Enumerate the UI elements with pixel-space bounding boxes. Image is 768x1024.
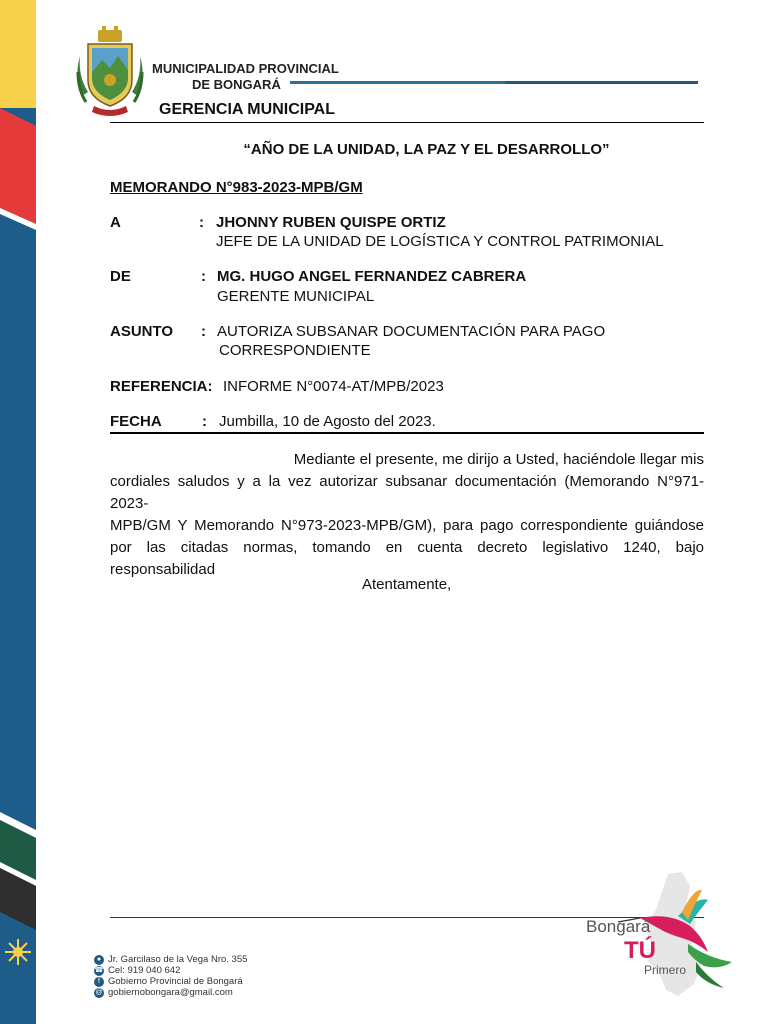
reference-label: REFERENCIA: <box>110 378 213 395</box>
from-colon: : <box>201 268 206 285</box>
footer-facebook: Gobierno Provincial de Bongará <box>108 976 243 987</box>
slogan-word1: Bongará <box>586 917 651 936</box>
body-line: cordiales saludos y a la vez autorizar subsanar documentación (Memorando N°971-2023- <box>110 473 704 512</box>
email-icon: @ <box>95 989 103 996</box>
location-icon: ● <box>94 955 104 965</box>
to-name: JHONNY RUBEN QUISPE ORTIZ <box>216 214 446 231</box>
subject-line2: CORRESPONDIENTE <box>219 342 371 359</box>
footer-phone: Cel: 919 040 642 <box>108 965 181 976</box>
reference-value: INFORME N°0074-AT/MPB/2023 <box>223 378 444 395</box>
date-label: FECHA <box>110 413 162 430</box>
institution-name-line2: DE BONGARÁ <box>192 77 281 92</box>
body-line: Mediante el presente, me dirijo a Usted, haciéndole llegar mis <box>293 451 704 468</box>
to-colon: : <box>199 214 204 231</box>
subject-colon: : <box>201 323 206 340</box>
year-motto: “AÑO DE LA UNIDAD, LA PAZ Y EL DESARROLLO” <box>243 141 610 158</box>
from-label: DE <box>110 268 131 285</box>
slogan-word2: TÚ <box>624 937 656 964</box>
to-position: JEFE DE LA UNIDAD DE LOGÍSTICA Y CONTROL PATRIMONIAL <box>216 233 664 250</box>
date-colon: : <box>202 413 207 430</box>
footer-email: gobiernobongara@gmail.com <box>108 987 233 998</box>
subject-label: ASUNTO <box>110 323 174 340</box>
municipal-crest-icon <box>72 26 148 120</box>
bongara-tu-primero-logo <box>578 866 748 1006</box>
left-decorative-band <box>0 0 36 1024</box>
facebook-icon: f <box>94 977 104 987</box>
from-position: GERENTE MUNICIPAL <box>217 288 375 305</box>
body-line: MPB/GM Y Memorando N°973-2023-MPB/GM), para pago correspondiente guiándose <box>110 517 704 534</box>
institution-name-line1: MUNICIPALIDAD PROVINCIAL <box>152 61 339 76</box>
memo-number: MEMORANDO N°983-2023-MPB/GM <box>110 179 363 196</box>
subject-line1: AUTORIZA SUBSANAR DOCUMENTACIÓN PARA PAGO <box>217 323 606 340</box>
phone-icon: ☎ <box>94 967 104 974</box>
slogan-word3: Primero <box>644 963 687 977</box>
header-underline <box>110 122 704 123</box>
body-line: por las citadas normas, tomando en cuenta decreto legislativo 1240, bajo responsabilidad <box>110 539 704 578</box>
institution-name <box>152 61 339 93</box>
from-name: MG. HUGO ANGEL FERNANDEZ CABRERA <box>217 268 527 285</box>
body-divider <box>110 432 704 434</box>
date-value: Jumbilla, 10 de Agosto del 2023. <box>219 413 436 430</box>
memo-body <box>110 449 704 581</box>
footer-address: Jr. Garcilaso de la Vega Nro. 355 <box>108 954 248 965</box>
header-divider <box>290 81 698 84</box>
closing-salutation: Atentamente, <box>362 576 452 593</box>
office-title: GERENCIA MUNICIPAL <box>159 101 335 118</box>
to-label: A <box>110 214 121 231</box>
